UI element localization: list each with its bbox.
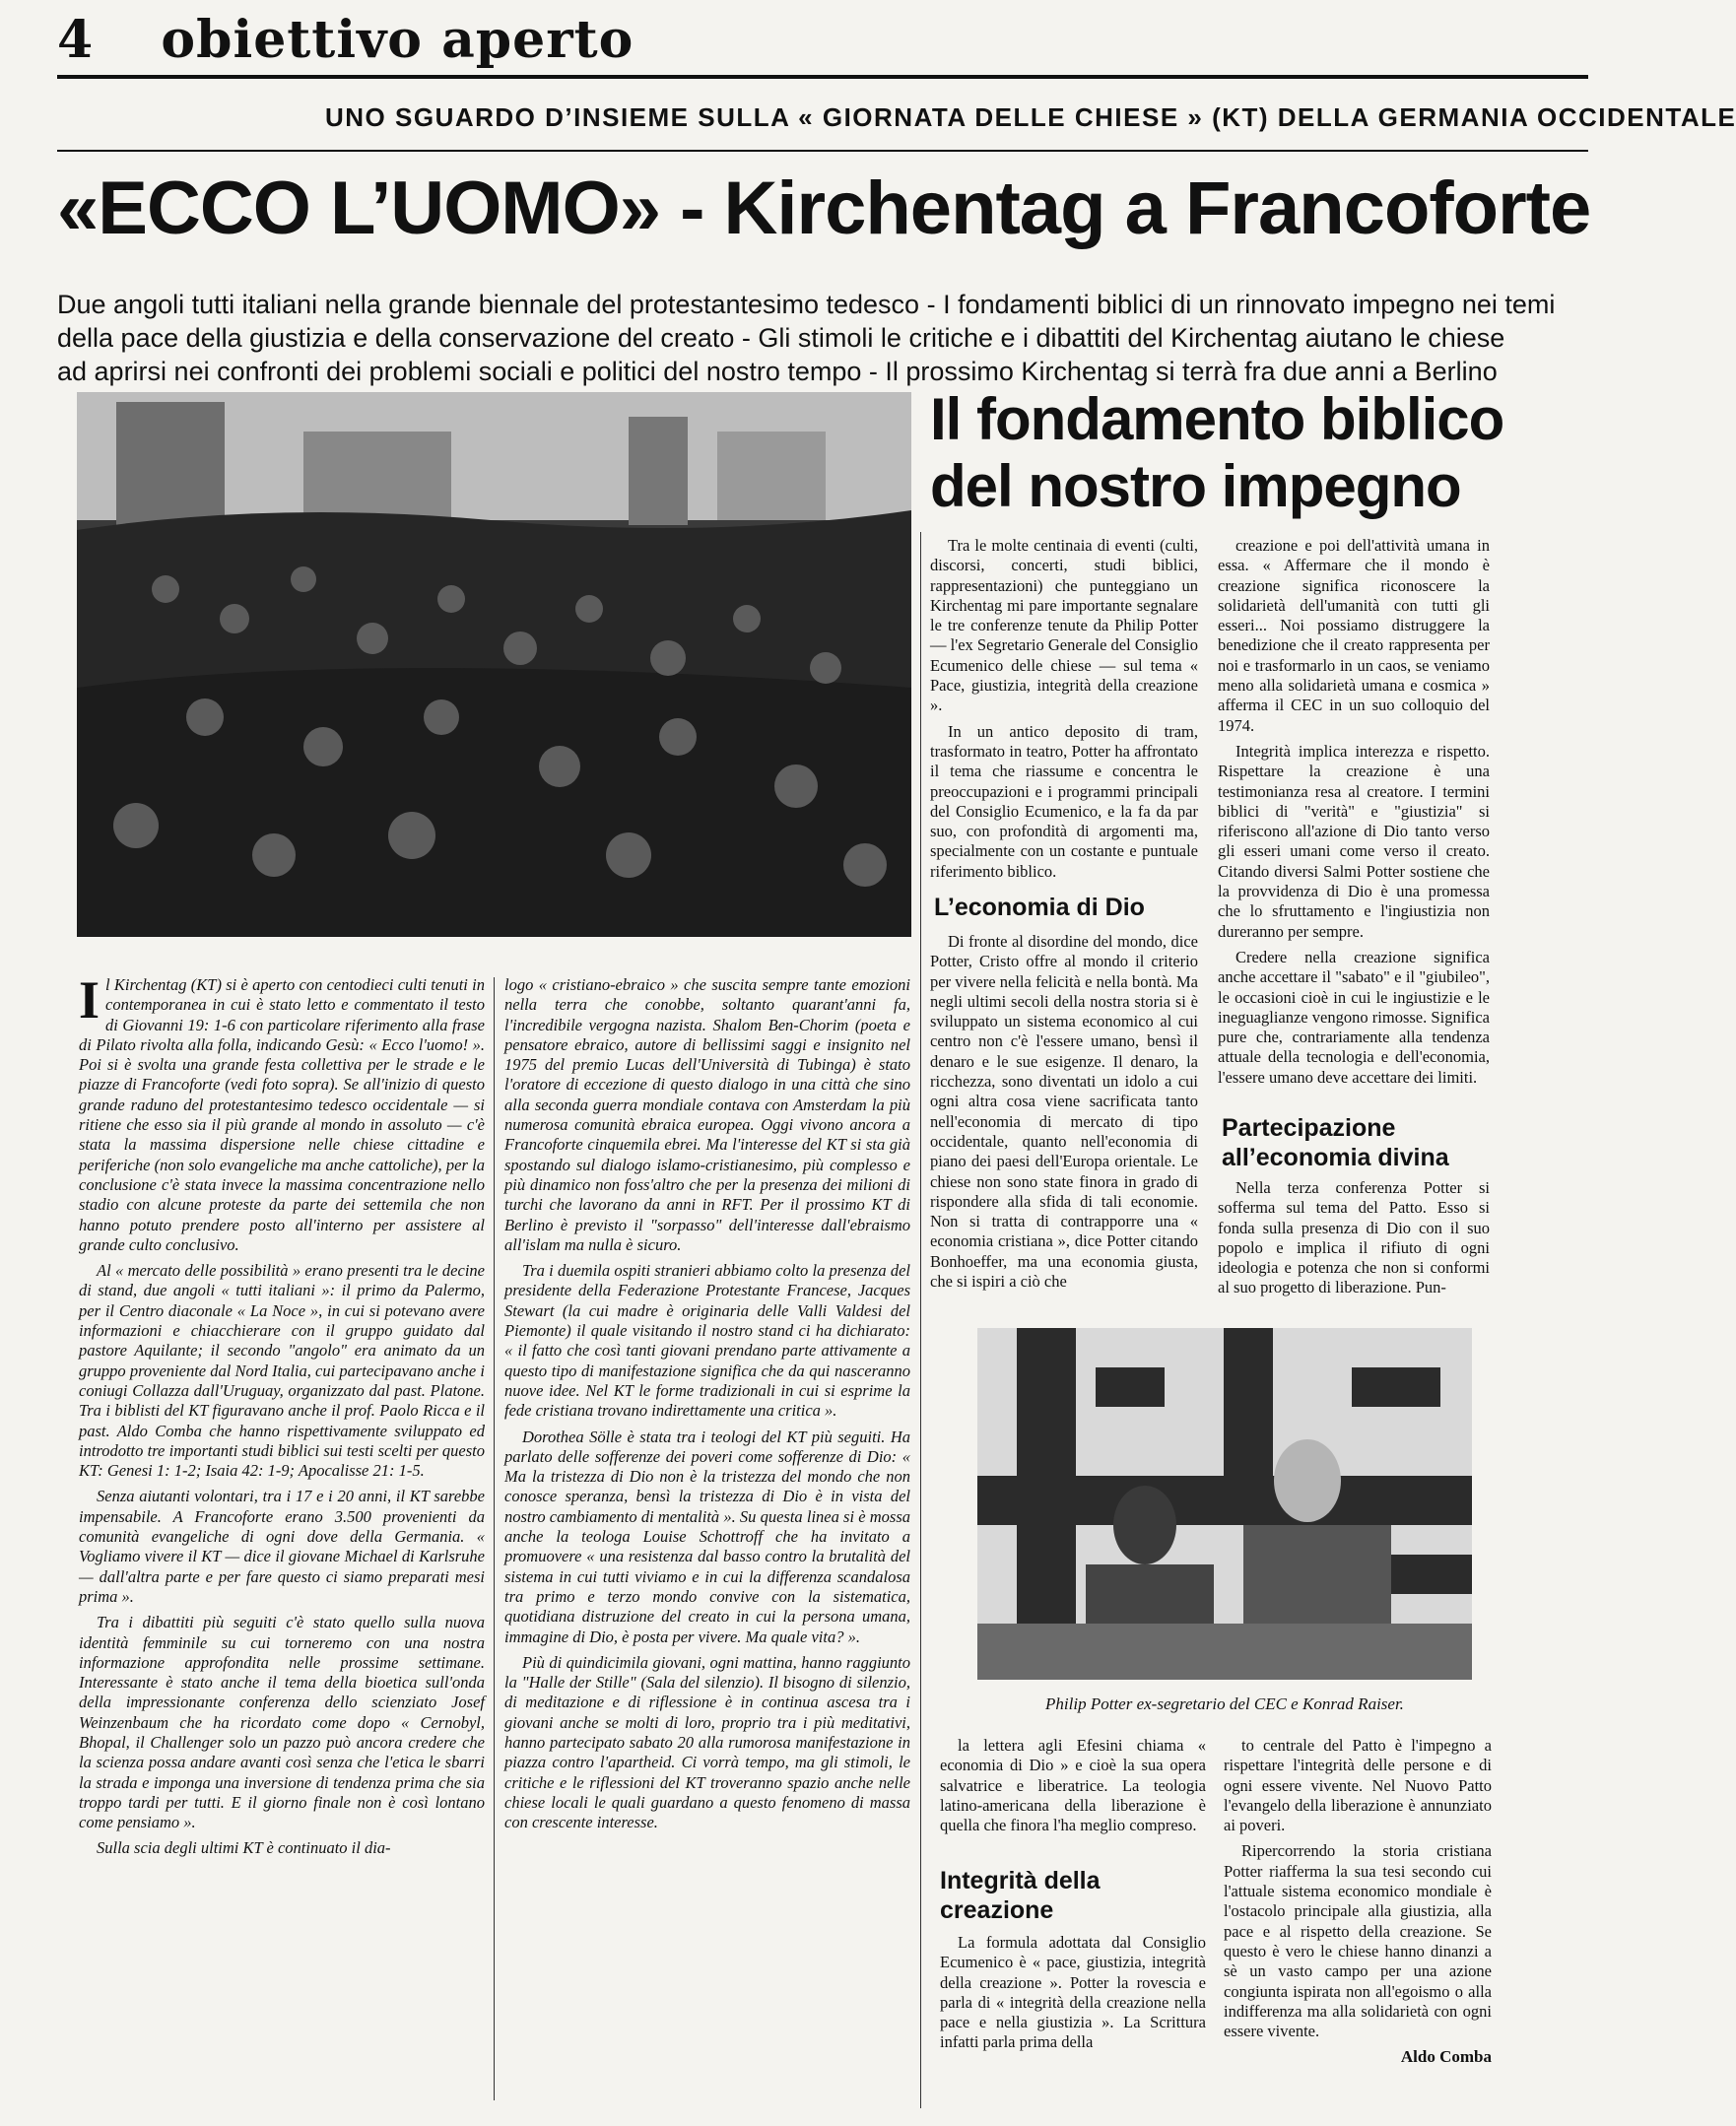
paragraph: Dorothea Sölle è stata tra i teologi del KT più seguiti. Ha parlato delle sofferenze dei poveri come sofferenze di Dio: « Ma la tristezza di Dio non è la tristezza del mondo che non conosce speranza, bensì la tristezza di Dio è in vista del nostro cambiamento di mentalità ». Su questa linea si è mossa anche la teologa Louise Schottroff che ha invitato a promuovere « una resistenza dal basso contro la brutalità del sistema in cui tutti viviamo e in cui la differenza scandalosa tra primo e terzo mondo convive con la sistematica, quotidiana distruzione del creato in cui la persona umana, immagine di Dio, è posta per vivere. Ma quale vita? ».: [504, 1427, 910, 1646]
subheading-economia: L’economia di Dio: [934, 894, 1145, 921]
paragraph: Tra i duemila ospiti stranieri abbiamo colto la presenza del presidente della Federazione Protestante Francese, Jacques Stewart (la cui madre è originaria delle Valli Valdesi del Piemonte) il quale visitando il nostro stand ci ha dichiarato: « il fatto che così tanti giovani prendano parte attivamente a questo tipo di manifestazione significa che da qui nasceranno nuove idee. Nel KT le forme tradizionali in cui si esprime la fede cristiana trovano indirettamente una critica ».: [504, 1261, 910, 1421]
paragraph: logo « cristiano-ebraico » che suscita sempre tante emozioni nella terra che conobbe, soltanto quarant'anni fa, l'incredibile vergogna nazista. Shalom Ben-Chorim (poeta e pensatore ebraico, autore di bellissimi saggi e insignito nel 1975 del premio Lucas dell'Università di Tubinga) è stato l'oratore di eccezione di questo dialogo in una città che sino alla seconda guerra mondiale contava con Amsterdam la più numerosa comunità ebraica europea. Oggi vivono ancora a Francoforte cinquemila ebrei. Ma l'interesse del KT si sta già spostando sul dialogo islamo-cristianesimo, più complesso e più dinamico non foss'altro che per la presenza dei milioni di turchi che lavorano da anni in RFT. Per il prossimo KT di Berlino è previsto il "sorpasso" dell'interesse dall'ebraismo all'islam ma nulla è sicuro.: [504, 975, 910, 1254]
paragraph: Ripercorrendo la storia cristiana Potter riafferma la sua tesi secondo cui l'attuale sistema economico mondiale è l'ostacolo principale alla giustizia, alla pace e al rispetto della creazione. Se questo è vero le chiese hanno dinanzi a sè un vasto campo per una azione congiunta ispirata non all'egoismo o alla indifferenza ma alla solidarietà con ogni essere vivente.: [1224, 1841, 1492, 2041]
subhead-line: ad aprirsi nei confronti dei problemi sociali e politici del nostro tempo - Il prossimo Kirchentag si terrà fra due anni a Berlino: [57, 357, 1498, 386]
side-column-b: [1218, 536, 1490, 1094]
subheading-partecipazione: [1222, 1113, 1517, 1172]
kicker-rule: [57, 150, 1588, 152]
side-title-line: del nostro impegno: [930, 453, 1461, 519]
dropcap: I: [79, 970, 100, 1030]
paragraph: Tra le molte centinaia di eventi (culti, discorsi, concerti, studi biblici, rappresentazioni) che punteggiano un Kirchentag mi pare importante segnalare le tre conferenze tenute da Philip Potter — l'ex Segretario Generale del Consiglio Ecumenico delle chiese — sul tema « Pace, giustizia, integrità della creazione ».: [930, 536, 1198, 715]
paragraph: Integrità implica interezza e rispetto. Rispettare la creazione è una testimonianza resa al creatore. I termini biblici di "verità" e "giustizia" si riferiscono all'azione di Dio tanto verso gli esseri umani come verso il creato. Citando diversi Salmi Potter sostiene che la provvidenza di Dio è una promessa che lo sfruttamento e l'ingiustizia non dureranno per sempre.: [1218, 741, 1490, 941]
column-divider: [494, 977, 495, 2100]
side-column-a: [930, 536, 1198, 888]
paragraph-text: l Kirchentag (KT) si è aperto con centodieci culti tenuti in contemporanea in cui è stato letto e commentato il testo di Giovanni 19: 1-6 con particolare riferimento alla frase di Pilato rivolta alla folla, indicando Gesù: « Ecco l'uomo! ». Poi si è svolta una grande festa collettiva per le strade e le piazze di Francoforte (vedi foto sopra). Se all'inizio di questo grande raduno del protestantesimo tedesco occidentale — si ritiene che esso sia il più grande al mondo in assoluto — c'è stata la massima dispersione nelle chiese cittadine e periferiche (non solo evangeliche ma anche cattoliche), per la conclusione c'è stata invece la massima concentrazione nello stadio con alcune proteste da parte dei settemila che non hanno potuto prendere posto all'interno per assistere al grande culto conclusivo.: [79, 975, 485, 1254]
subhead-line: Due angoli tutti italiani nella grande biennale del protestantesimo tedesco - I fondamenti biblici di un rinnovato impegno nei temi: [57, 290, 1556, 319]
side-column-c: [940, 1736, 1206, 1841]
main-column-1: [79, 970, 485, 1865]
paragraph: Sulla scia degli ultimi KT è continuato il dia-: [97, 1838, 391, 1858]
masthead: [57, 10, 634, 70]
subheading-line: creazione: [940, 1896, 1054, 1924]
paragraph: In un antico deposito di tram, trasformato in teatro, Potter ha affrontato il tema che riassume e concentra le preoccupazioni e i programmi principali del Consiglio Ecumenico, e la fa da par suo, con profondità di argomenti ma, specialmente con un costante e puntuale riferimento biblico.: [930, 721, 1198, 881]
paragraph: Credere nella creazione significa anche accettare il "sabato" e il "giubileo", le occasioni cioè in cui le ingiustizie e le ineguaglianze vengono rimosse. Significa pure che, contrariamente alla tendenza attuale della tecnologia e dell'economia, l'essere umano deve accettare dei limiti.: [1218, 947, 1490, 1087]
paragraph: to centrale del Patto è l'impegno a rispettare l'integrità delle persone e di ogni essere vivente. Nel Nuovo Patto l'evangelo della liberazione è annunziato ai poveri.: [1224, 1736, 1492, 1835]
paragraph: creazione e poi dell'attività umana in essa. « Affermare che il mondo è creazione significa riconoscere la solidarietà dell'umanità con tutti gli esseri... Noi possiamo distruggere la benedizione che il creato rappresenta per noi e trasformarlo in un caos, se veniamo meno alla solidarietà umana e cosmica » afferma il CEC in un suo colloquio del 1974.: [1218, 536, 1490, 735]
subheading-line: Partecipazione: [1222, 1114, 1396, 1142]
paragraph: Più di quindicimila giovani, ogni mattina, hanno raggiunto la "Halle der Stille" (Sala del silenzio). Il bisogno di silenzio, di meditazione e di riflessione è in continua ascesa tra i giovani anche se molti di loro, proprio tra i più meditativi, hanno partecipato sabato 20 alla rumorosa manifestazione in piazza contro l'apartheid. Ci vorrà tempo, ma gli stimoli, le critiche e le riflessioni del KT troveranno spazio anche nelle chiese locali le quali guardano a questo fenomeno di massa con crescente interesse.: [504, 1652, 910, 1832]
subheading-integrita: [940, 1866, 1206, 1925]
paragraph: Di fronte al disordine del mondo, dice Potter, Cristo offre al mondo il criterio per vivere nella felicità e nella bontà. Ma negli ultimi secoli della nostra storia si è sviluppato un sistema economico al cui centro non c'è l'essere umano, bensì il denaro e le sue esigenze. Il denaro, la ricchezza, sono diventati un idolo a cui ogni altra cosa viene sacrificata tanto nell'economia di mercato di tipo occidentale, quanto nell'economia di piano dei paesi dell'Europa orientale. Le chiese non sono state finora in grado di rispondere alla sfida di tali economie. Non si tratta di contrapporre una « economia cristiana », dice Potter citando Bonhoeffer, ma una economia giusta, che si ispiri a ciò che: [930, 932, 1198, 1292]
side-column-d: [1224, 1736, 1492, 2068]
side-column-c2: [940, 1933, 1206, 2059]
crowd-photo: [77, 392, 911, 937]
headline: «ECCO L’UOMO» - Kirchentag a Francoforte: [57, 166, 1591, 250]
column-divider: [920, 532, 921, 2108]
paragraph: [79, 970, 485, 1255]
potter-photo: [977, 1328, 1472, 1680]
side-column-a-econ: [930, 932, 1198, 1297]
subhead-line: della pace della giustizia e della conservazione del creato - Gli stimoli le critiche e i dibattiti del Kirchentag aiutano le chiese: [57, 323, 1505, 353]
subheading-line: Integrità della: [940, 1867, 1101, 1894]
main-column-2: [504, 975, 910, 1838]
subhead: [57, 288, 1574, 388]
page-number: 4: [57, 10, 95, 70]
photo-caption: Philip Potter ex-segretario del CEC e Konrad Raiser.: [1045, 1694, 1404, 1713]
paragraph: la lettera agli Efesini chiama « economia di Dio » e cioè la sua opera salvatrice e liberatrice. La teologia latino-americana della liberazione è quella che finora l'ha meglio compreso.: [940, 1736, 1206, 1835]
signature: Aldo Comba: [1400, 2047, 1492, 2067]
top-rule: [57, 75, 1588, 79]
section-title: obiettivo aperto: [161, 10, 634, 70]
side-title-line: Il fondamento biblico: [930, 386, 1504, 452]
kicker: UNO SGUARDO D’INSIEME SULLA « GIORNATA DELLE CHIESE » (KT) DELLA GERMANIA OCCIDENTALE: [325, 102, 1736, 132]
paragraph: Al « mercato delle possibilità » erano presenti tra le decine di stand, due angoli « tutti italiani »: il primo da Palermo, per il Centro diaconale « La Noce », in cui si potevano avere informazioni e chiacchierare con il gruppo guidato dal pastore Aquilante; il secondo "angolo" era animato da un gruppo proveniente dal Nord Italia, cui partecipavano anche i coniugi Collazza dall'Uruguay, organizzato dal past. Platone. Tra i biblisti del KT figuravano anche il prof. Paolo Ricca e il past. Aldo Comba che hanno rispettivamente sviluppato ed introdotto tre importanti studi biblici sui testi scelti per questo KT: Genesi 1: 1-2; Isaia 42: 1-9; Apocalisse 21: 1-5.: [79, 1261, 485, 1481]
side-column-b2: [1218, 1178, 1490, 1304]
paragraph: Nella terza conferenza Potter si sofferma sul tema del Patto. Esso si fonda sulla presenza di Dio con il suo popolo e implica il rifiuto di ogni ideologia e potenza che non si conformi al suo progetto di liberazione. Pun-: [1218, 1178, 1490, 1297]
paragraph: La formula adottata dal Consiglio Ecumenico è « pace, giustizia, integrità della creazione ». Potter la rovescia e parla di « integrità della creazione nella pace e nella giustizia ». La Scrittura infatti parla prima della: [940, 1933, 1206, 2052]
side-article-title: [930, 386, 1570, 520]
subheading-line: all’economia divina: [1222, 1144, 1449, 1171]
paragraph: Tra i dibattiti più seguiti c'è stato quello sulla nuova identità femminile su cui torneremo con una nostra informazione approfondita nelle prossime settimane. Interessante è stato anche il tema della bioetica sull'onda della impressionante conferenza dello scienziato Josef Weinzenbaum che ha ricordato come dopo « Cernobyl, Bhopal, il Challenger solo un pazzo può ancora credere che la scienza possa andare avanti così senza che l'etica le sbarri la strada e imponga una inversione di tendenza prima che sia troppo tardi per tutti. E il giorno finale non è così lontano come pensiamo ».: [79, 1613, 485, 1832]
paragraph: Senza aiutanti volontari, tra i 17 e i 20 anni, il KT sarebbe impensabile. A Francoforte erano 3.500 provenienti da comunità evangeliche di ogni dove della Germania. « Vogliamo vivere il KT — dice il giovane Michael di Karlsruhe — dall'altra parte e per fare questo ci siamo preparati mesi prima ».: [79, 1487, 485, 1606]
